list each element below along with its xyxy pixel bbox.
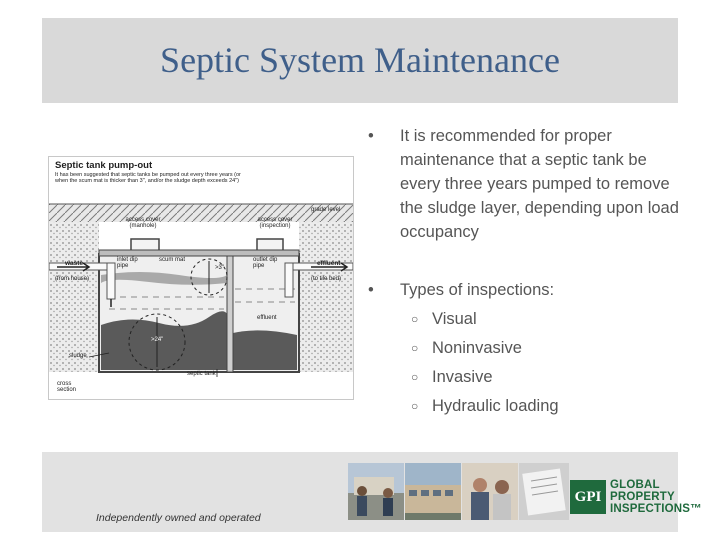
label-septic-tank: septic tank — [187, 371, 216, 377]
photo-consultation — [462, 463, 518, 520]
diagram-note: It has been suggested that septic tanks be pumped out every three years (or when the scum mat is thicker than 3", and/or the sludge depth exceeds 24") — [55, 172, 241, 184]
backfill-left — [49, 222, 99, 372]
sub-bullet-glyph: ○ — [411, 370, 419, 384]
sub-bullet-item — [364, 305, 680, 334]
logo-line: PROPERTY — [610, 491, 675, 503]
sub-bullet-text: Visual — [432, 310, 477, 328]
label-scum-mat: scum mat — [159, 257, 186, 263]
sludge-layer-2 — [233, 330, 297, 370]
sub-bullet-glyph: ○ — [411, 312, 419, 326]
label-access-cover-inspection: access cover (inspection) — [257, 217, 293, 230]
label-grade-level: grade level — [311, 207, 341, 213]
title-band — [42, 18, 678, 103]
bullet-text: It is recommended for proper maintenance that a septic tank be every three years pumped to remove the sludge layer, depending upon load occupancy — [400, 127, 679, 241]
logo-line: INSPECTIONS™ — [610, 503, 702, 515]
label-sludge: sludge — [69, 353, 87, 359]
label-sludge-depth: >24" — [151, 337, 164, 343]
label-access-cover-manhole: access cover (manhole) — [125, 217, 161, 230]
footer-photo-strip — [348, 463, 568, 520]
photo-inspectors — [348, 463, 404, 520]
soil-layer — [49, 204, 353, 222]
bullet-glyph: • — [368, 281, 374, 299]
label-outlet-dip-pipe: outlet dip pipe — [253, 257, 278, 270]
label-to-tile-bed: (to tile bed) — [311, 276, 342, 282]
logo-mark: GPI — [570, 480, 606, 514]
diagram-drawing — [49, 157, 353, 399]
septic-tank-diagram — [48, 156, 354, 400]
bullet-text: Types of inspections: — [400, 281, 555, 299]
logo-line: GLOBAL — [610, 479, 660, 491]
bullet-item — [364, 278, 680, 302]
sub-bullet-text: Noninvasive — [432, 339, 522, 357]
baffle-wall — [227, 256, 233, 372]
label-inlet-dip-pipe: inlet dip pipe — [117, 257, 138, 270]
sub-bullet-glyph: ○ — [411, 341, 419, 355]
bullet-item — [364, 124, 680, 244]
sub-bullet-glyph: ○ — [411, 399, 419, 413]
slide-title: Septic System Maintenance — [160, 40, 560, 80]
tank-roof — [99, 250, 299, 256]
label-from-house: (from house) — [55, 276, 90, 282]
outlet-dip-pipe — [285, 263, 293, 297]
sub-bullet-item — [364, 392, 680, 421]
label-cross-section: cross section — [57, 381, 77, 394]
sub-bullet-text: Hydraulic loading — [432, 397, 559, 415]
bullet-glyph: • — [368, 127, 374, 145]
photo-building — [405, 463, 461, 520]
photo-report — [519, 463, 569, 520]
label-effluent-out: effluent — [317, 260, 341, 267]
backfill-right — [299, 222, 353, 372]
label-effluent-in: effluent — [257, 315, 277, 321]
sub-bullet-item — [364, 363, 680, 392]
sub-bullet-item — [364, 334, 680, 363]
label-scum-depth: >3" — [215, 265, 224, 271]
logo-wordmark — [610, 479, 710, 515]
footer-tagline: Independently owned and operated — [96, 512, 261, 524]
inlet-dip-pipe — [107, 263, 115, 299]
bullet-list — [364, 124, 680, 421]
sub-bullet-text: Invasive — [432, 368, 493, 386]
diagram-heading: Septic tank pump-out — [55, 160, 153, 171]
label-waste: waste — [65, 260, 84, 267]
